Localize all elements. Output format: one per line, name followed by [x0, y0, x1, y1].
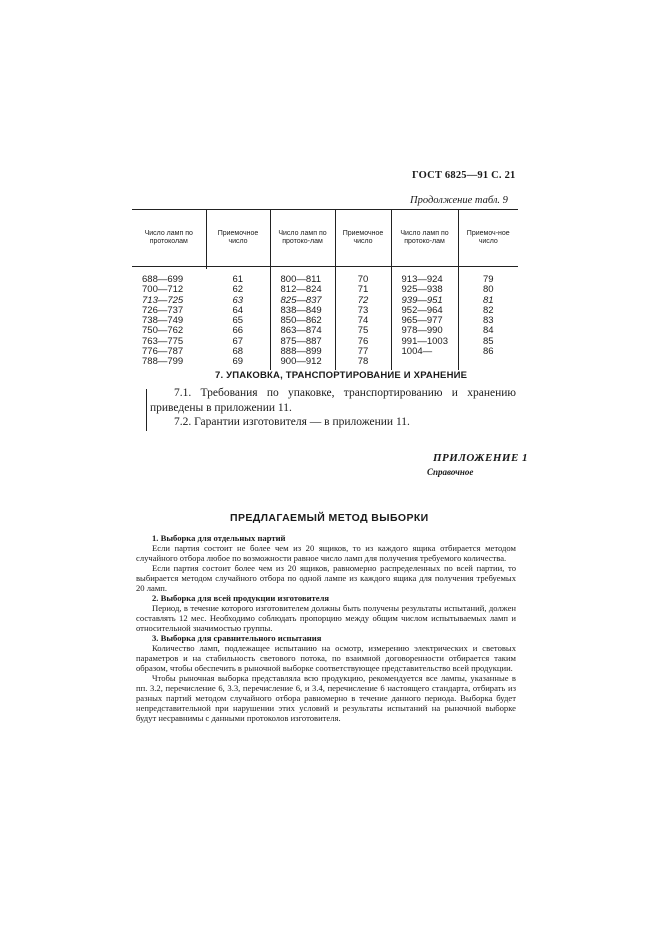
- section-7-body: [146, 386, 516, 430]
- appendix-title: ПРИЛОЖЕНИЕ 1: [433, 452, 529, 464]
- range-cell: 800—811: [280, 274, 321, 285]
- number-cell: 63: [232, 294, 244, 306]
- range-cell: 713—725: [142, 294, 184, 306]
- method-paragraph: Чтобы рыночная выборка представляла всю продукцию, рекомендуется все лампы, указанные в пп. 3.2, перечисление 6, 3.3, перечисление 6, и 3.4, перечисление 6 настоящего стандарта, отбирать из разных партий методом случайного отбора равномерно в течение данного периода. Выборка будет непредставительной при нарушении этих условий и результаты испытаний на рыночной выборке будут несравнимы с данными протоколов изготовителя.: [136, 673, 516, 723]
- number-cell: 66: [232, 325, 244, 337]
- range-cell: 776—787: [142, 346, 184, 358]
- number-cell: 73: [357, 304, 369, 316]
- range-cell: 965—977: [401, 315, 443, 327]
- number-cell: 69: [232, 356, 244, 368]
- method-paragraph: Если партия состоит более чем из 20 ящиков, равномерно распределенных по всей партии, то выбирается методом случайного отбора по одной лампе из каждого ящика для получения требуемых 20 ламп.: [136, 563, 516, 593]
- header-lamps-1: Число ламп по протоколам: [132, 210, 206, 267]
- range-cell: 991—1003: [401, 335, 448, 347]
- number-cell: 77: [357, 346, 369, 358]
- range-cell: 700—712: [142, 284, 184, 296]
- col-numbers-2: [335, 269, 391, 370]
- number-cell: 71: [357, 284, 369, 296]
- range-cell: 1004—: [401, 346, 433, 358]
- section-7-title: 7. УПАКОВКА, ТРАНСПОРТИРОВАНИЕ И ХРАНЕНИЕ: [215, 370, 468, 381]
- range-cell: 952—964: [401, 304, 443, 316]
- number-cell: 72: [357, 294, 369, 306]
- range-cell: 825—837: [280, 294, 322, 306]
- method-paragraph: Количество ламп, подлежащее испытанию на осмотр, измерению электрических и световых параметров и на стабильность светового потока, по взаимной договоренности отбирается таким образом, чтобы обеспечить в рыночной выборке соответствующее представительство всей продукции.: [136, 643, 516, 673]
- number-cell: 76: [357, 335, 369, 347]
- col-ranges-1: [132, 269, 206, 370]
- method-body: [136, 533, 516, 723]
- method-heading-3: 3. Выборка для сравнительного испытания: [152, 633, 322, 643]
- range-cell: 850—862: [280, 315, 322, 327]
- range-cell: 875—887: [280, 335, 322, 347]
- header-acceptance-3: Приемоч-ное число: [458, 210, 518, 267]
- range-cell: 900—912: [280, 356, 322, 368]
- range-cell: 788—799: [142, 356, 184, 368]
- standard-code: ГОСТ 6825—91 С. 21: [412, 170, 516, 181]
- range-cell: 913—924: [401, 274, 443, 285]
- range-cell: 688—699: [142, 274, 184, 285]
- acceptance-number-table: [132, 209, 518, 370]
- col-ranges-2: [270, 269, 335, 370]
- col-ranges-3: [391, 269, 458, 370]
- number-cell: 81: [482, 294, 494, 306]
- number-cell: 68: [232, 346, 244, 358]
- header-acceptance-1: Приемочное число: [206, 210, 270, 267]
- number-cell: 61: [232, 274, 244, 285]
- table-continuation-label: Продолжение табл. 9: [410, 195, 508, 206]
- number-cell: 75: [357, 325, 369, 337]
- range-cell: 738—749: [142, 315, 184, 327]
- number-cell: 78: [357, 356, 369, 368]
- method-heading-1: 1. Выборка для отдельных партий: [152, 533, 286, 543]
- number-cell: 70: [357, 274, 369, 285]
- header-acceptance-2: Приемочное число: [335, 210, 391, 267]
- range-cell: 838—849: [280, 304, 322, 316]
- range-cell: 726—737: [142, 304, 184, 316]
- range-cell: 812—824: [280, 284, 322, 296]
- range-cell: 939—951: [401, 294, 443, 306]
- number-cell: 84: [482, 325, 494, 337]
- col-numbers-3: [458, 269, 518, 370]
- appendix-subtitle: Справочное: [427, 467, 474, 477]
- range-cell: 978—990: [401, 325, 443, 337]
- range-cell: 888—899: [280, 346, 322, 358]
- range-cell: 925—938: [401, 284, 443, 296]
- number-cell: 62: [232, 284, 244, 296]
- number-cell: 80: [482, 284, 494, 296]
- col-numbers-1: [206, 269, 270, 370]
- method-paragraph: Если партия состоит не более чем из 20 ящиков, то из каждого ящика отбирается методом случайного отбора любое по возможности равное число ламп для получения требуемого количества.: [136, 543, 516, 563]
- section-7-item-1: 7.1. Требования по упаковке, транспортированию и хранению приведены в приложении 11.: [150, 387, 516, 414]
- method-heading-2: 2. Выборка для всей продукции изготовителя: [152, 593, 330, 603]
- method-paragraph: Период, в течение которого изготовителем должны быть получены результаты испытаний, должен составлять 12 мес. Необходимо соблюдать пропорцию между общим числом испытываемых ламп и относительной значимостью группы.: [136, 603, 516, 633]
- number-cell: 82: [482, 304, 494, 316]
- number-cell: 83: [482, 315, 494, 327]
- range-cell: 863—874: [280, 325, 322, 337]
- method-title: ПРЕДЛАГАЕМЫЙ МЕТОД ВЫБОРКИ: [230, 512, 429, 524]
- number-cell: 85: [482, 335, 494, 347]
- range-cell: 750—762: [142, 325, 184, 337]
- section-7-item-2: 7.2. Гарантии изготовителя — в приложении 11.: [174, 416, 410, 428]
- header-lamps-2: Число ламп по протоко-лам: [270, 210, 335, 267]
- number-cell: 65: [232, 315, 244, 327]
- number-cell: 67: [232, 335, 244, 347]
- range-cell: 763—775: [142, 335, 184, 347]
- number-cell: 74: [357, 315, 369, 327]
- header-lamps-3: Число ламп по протоко-лам: [391, 210, 458, 267]
- number-cell: 64: [232, 304, 244, 316]
- table-row: [132, 269, 518, 370]
- number-cell: 86: [482, 346, 494, 358]
- number-cell: 79: [482, 274, 494, 285]
